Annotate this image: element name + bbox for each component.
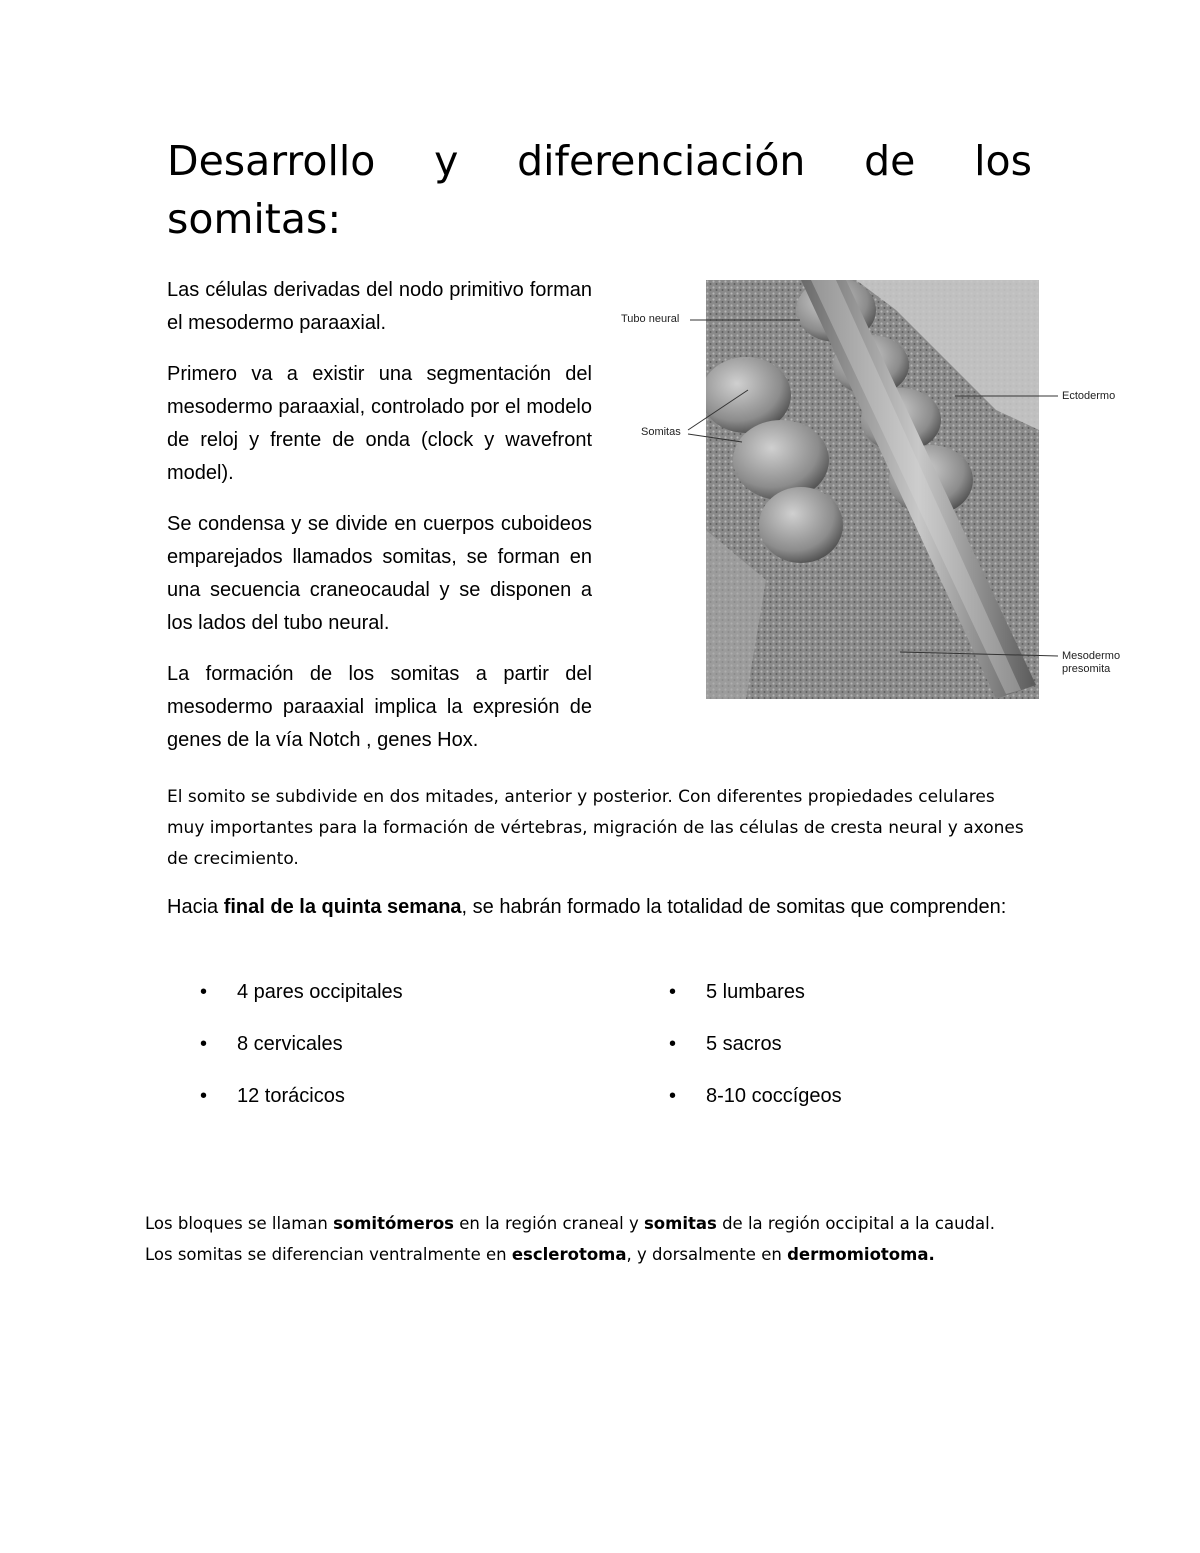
list-item [167, 976, 587, 1028]
title-line2: somitas: [167, 195, 342, 243]
somite-list-left [167, 976, 587, 1132]
list-item-text: 8-10 coccígeos [706, 1085, 842, 1107]
bullet: • [669, 1033, 677, 1055]
label-ectodermo: Ectodermo [1062, 390, 1116, 402]
title-word: y [434, 137, 459, 185]
paragraph: La formación de los somitas a partir del mesodermo paraaxial implica la expresión de genes de la vía Notch , genes Hox. [167, 663, 592, 751]
paragraph-somitomeros [145, 1208, 1065, 1270]
list-item-text: 12 torácicos [237, 1085, 345, 1107]
label-tubo-neural: Tubo neural [621, 313, 680, 325]
bullet: • [200, 981, 208, 1003]
paragraph: Primero va a existir una segmentación del mesodermo paraaxial, controlado por el modelo de reloj y frente de onda (clock y wavefront model). [167, 363, 592, 484]
label-somitas: Somitas [641, 426, 681, 438]
bold-run: somitómeros [333, 1214, 454, 1233]
list-item-text: 8 cervicales [237, 1033, 343, 1055]
text-run: en la región craneal y [453, 1214, 644, 1233]
label-presomita: presomita [1062, 663, 1111, 675]
text-run: , y dorsalmente en [626, 1245, 788, 1264]
figure-leader-lines [610, 280, 1170, 700]
label-mesodermo: Mesodermo [1062, 650, 1121, 662]
list-item [167, 1028, 587, 1080]
bold-run: somitas [643, 1214, 717, 1233]
page-title [167, 132, 1032, 248]
bullet: • [200, 1085, 208, 1107]
list-item-text: 4 pares occipitales [237, 981, 403, 1003]
paragraph-quinta-semana [167, 890, 1032, 924]
bold-run: final de la quinta semana [223, 896, 462, 918]
bullet: • [200, 1033, 208, 1055]
bold-run: esclerotoma [511, 1245, 627, 1264]
title-word: de [864, 137, 916, 185]
somites-micrograph-figure [610, 280, 1170, 700]
bold-run: dermomiotoma. [787, 1245, 935, 1264]
title-word: diferenciación [517, 137, 806, 185]
list-item-text: 5 lumbares [706, 981, 805, 1003]
paragraph: Se condensa y se divide en cuerpos cuboideos emparejados llamados somitas, se forman en una secuencia craneocaudal y se disponen a los lados del tubo neural. [167, 513, 592, 634]
left-column-text [167, 274, 592, 775]
title-word: Desarrollo [167, 137, 376, 185]
title-word: los [974, 137, 1032, 185]
text-run: Los bloques se llaman [145, 1214, 334, 1233]
text-run: de la región occipital a la caudal. [716, 1214, 995, 1233]
bullet: • [669, 981, 677, 1003]
list-item [636, 976, 1036, 1028]
bullet: • [669, 1085, 677, 1107]
list-item [167, 1080, 587, 1132]
somite-list-right [636, 976, 1036, 1132]
paragraph-somito-mitades: El somito se subdivide en dos mitades, anterior y posterior. Con diferentes propiedades celulares muy importantes para la formación de vértebras, migración de las células de cresta neural y axones de crecimiento. [167, 787, 1024, 869]
text-run: Hacia [167, 896, 224, 918]
list-item [636, 1080, 1036, 1132]
paragraph: Las células derivadas del nodo primitivo forman el mesodermo paraaxial. [167, 279, 592, 334]
list-item-text: 5 sacros [706, 1033, 782, 1055]
text-run: Los somitas se diferencian ventralmente en [145, 1245, 512, 1264]
list-item [636, 1028, 1036, 1080]
text-run: , se habrán formado la totalidad de somitas que comprenden: [461, 896, 1007, 918]
